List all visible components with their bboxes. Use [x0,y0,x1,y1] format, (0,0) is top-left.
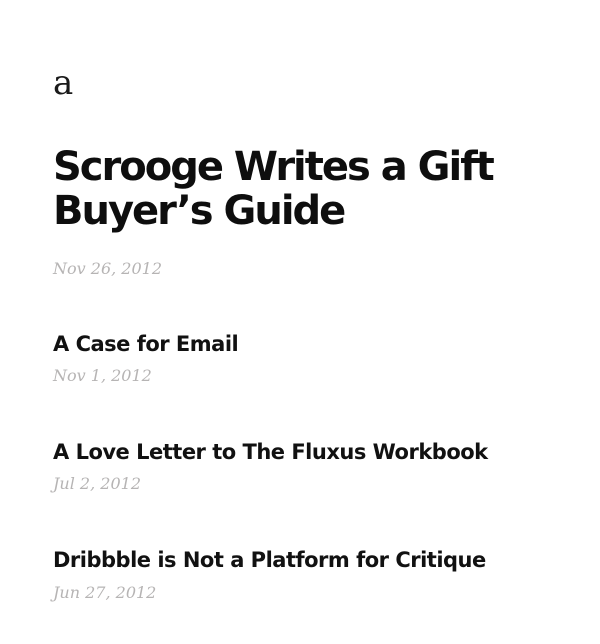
post-title [53,332,550,357]
featured-post-title-link[interactable]: Scrooge Writes a Gift Buyer’s Guide [53,144,493,235]
post-title-link[interactable]: A Love Letter to The Fluxus Workbook [53,440,488,465]
post-item [53,332,550,386]
post-title [53,548,550,573]
post-title [53,440,550,465]
post-date: Jun 27, 2012 [53,582,157,602]
featured-post-title [53,145,550,233]
post-title-link[interactable]: A Case for Email [53,332,239,357]
featured-post-date: Nov 26, 2012 [53,259,163,279]
featured-post-item [53,145,550,279]
post-date: Nov 1, 2012 [53,366,152,386]
site-logo-link[interactable]: a [53,63,74,103]
post-list [53,145,550,603]
post-item [53,548,550,602]
post-date: Jul 2, 2012 [53,474,141,494]
post-title-link[interactable]: Dribbble is Not a Platform for Critique [53,548,486,573]
post-item [53,440,550,494]
site-header [53,64,550,103]
